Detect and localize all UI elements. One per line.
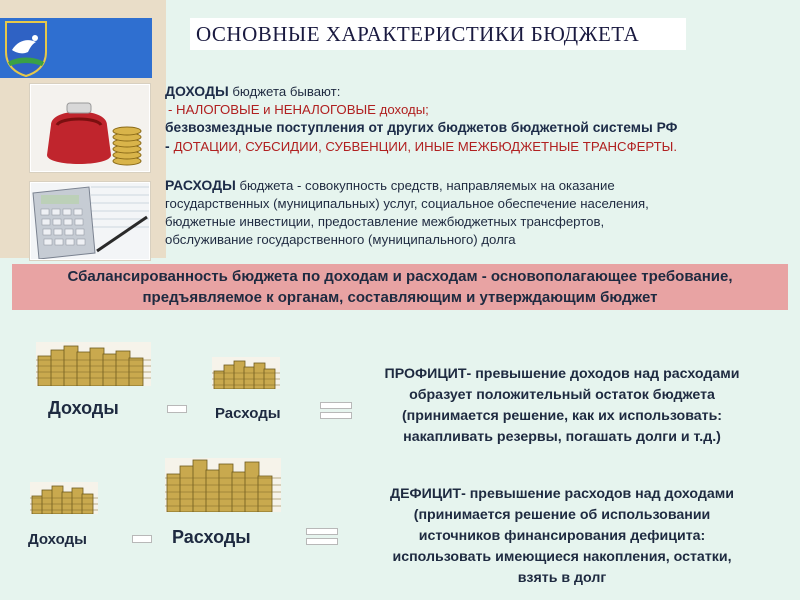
calculator-image <box>30 182 150 260</box>
deficit-line-3: источников финансирования дефицита: <box>418 528 706 544</box>
income-term: ДОХОДЫ <box>165 83 229 99</box>
surplus-line-2: образует положительный остаток бюджета <box>409 387 715 403</box>
income-term-tail: бюджета бывают: <box>232 84 341 99</box>
income-dash: - <box>165 138 174 154</box>
coins-expense-large-icon <box>165 458 281 512</box>
expense-line-1: бюджета - совокупность средств, направляемых на оказание <box>239 178 615 193</box>
expense-line-3: бюджетные инвестиции, предоставление межбюджетных трансфертов, <box>165 214 605 229</box>
equals-sign-bottom-icon <box>320 412 352 419</box>
income-type-taxes: - НАЛОГОВЫЕ и НЕНАЛОГОВЫЕ доходы; <box>168 102 429 117</box>
deficit-line-5: взять в долг <box>517 570 607 586</box>
deficit-description <box>352 484 772 589</box>
surplus-line-4: накапливать резервы, погашать долги и т.д.) <box>403 429 721 445</box>
surplus-expense-label: Расходы <box>215 405 281 422</box>
income-transfers-heading: безвозмездные поступления от других бюджетов бюджетной системы РФ <box>165 120 678 135</box>
surplus-income-label: Доходы <box>48 398 119 418</box>
equals-sign-top-icon <box>320 402 352 409</box>
deficit-line-1: ДЕФИЦИТ- превышение расходов над доходами <box>389 486 735 502</box>
deficit-expense-label: Расходы <box>172 527 251 547</box>
expense-definition <box>165 176 649 249</box>
surplus-line-3: (принимается решение, как их использовать: <box>401 408 723 424</box>
coat-of-arms-icon <box>2 18 50 78</box>
deficit-line-2: (принимается решение об использовании <box>413 507 711 523</box>
page-title: ОСНОВНЫЕ ХАРАКТЕРИСТИКИ БЮДЖЕТА <box>190 18 686 50</box>
surplus-description <box>352 364 772 448</box>
deficit-line-4: использовать имеющиеся накопления, остатки, <box>392 549 732 565</box>
surplus-line-1: ПРОФИЦИТ- превышение доходов над расходами <box>384 366 740 382</box>
minus-sign-icon <box>132 535 152 543</box>
equals-sign-top-icon <box>306 528 338 535</box>
deficit-income-label: Доходы <box>28 531 87 548</box>
equals-sign-bottom-icon <box>306 538 338 545</box>
coins-expense-small-icon <box>212 357 280 389</box>
coins-income-small-icon <box>30 482 98 514</box>
expense-line-2: государственных (муниципальных) услуг, социальное обеспечение населения, <box>165 196 649 211</box>
minus-sign-icon <box>167 405 187 413</box>
coins-income-large-icon <box>36 342 151 386</box>
purse-with-coins-image <box>30 84 150 172</box>
expense-line-4: обслуживание государственного (муниципального) долга <box>165 232 516 247</box>
balance-requirement-banner <box>12 264 788 310</box>
balance-line-1: Сбалансированность бюджета по доходам и расходам - основополагающее требование, <box>67 268 733 285</box>
balance-line-2: предъявляемое к органам, составляющим и утверждающим бюджет <box>142 289 658 306</box>
expense-term: РАСХОДЫ <box>165 177 236 193</box>
income-transfer-types: ДОТАЦИИ, СУБСИДИИ, СУБВЕНЦИИ, ИНЫЕ МЕЖБЮДЖЕТНЫЕ ТРАНСФЕРТЫ. <box>173 139 678 154</box>
income-definition <box>165 82 677 156</box>
